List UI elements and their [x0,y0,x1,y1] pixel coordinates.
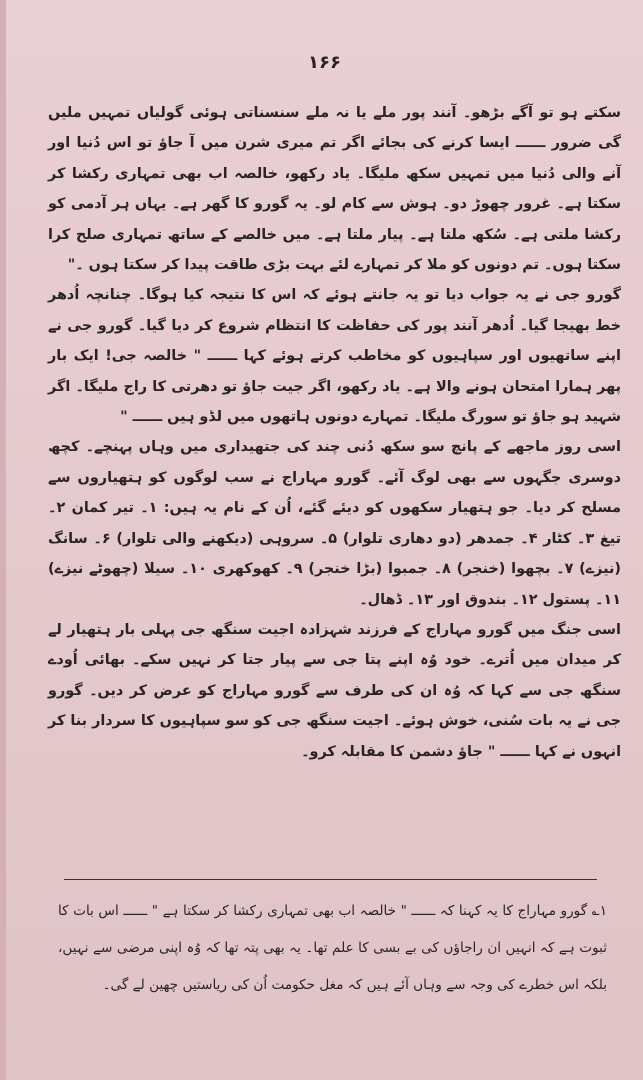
page-number: ۱۶۶ [308,52,341,73]
footnote-divider [64,879,597,880]
paragraph: اسی جنگ میں گورو مہاراج کے فرزند شہزادہ اجیت سنگھ جی پہلی بار ہتھیار لے کر میدان میں اُترے۔ خود وُہ اپنے پتا جی سے پیار جتا کر نہیں سکے۔ بھائی اُودے سنگھ جی سے کہا کہ وُہ ان کی طرف سے گورو مہاراج کو عرض کر دیں۔ گورو جی نے یہ بات سُنی، خوش ہوئے۔ اجیت سنگھ جی کو سو سپاہیوں کا سردار بنا کر انہوں نے کہا ــــــ " جاؤ دشمن کا مقابلہ کرو۔ [48,621,621,760]
main-text [48,98,621,767]
paragraph: سکتے ہو تو آگے بڑھو۔ آنند پور ملے یا نہ ملے سنسناتی ہوئی گولیاں تمہیں ملیں گی ضرور ــــــ ایسا کرنے کی بجائے اگر تم میری شرن میں آ جاؤ تو اس دُنیا اور آنے والی دُنیا میں تمہیں سکھ ملیگا۔ یاد رکھو، خالصہ اب بھی تمہاری رکشا کر سکتا ہے۔ غرور چھوڑ دو۔ ہوش سے کام لو۔ یہ گورو کا گھر ہے۔ یہاں ہر آدمی کو رکشا ملتی ہے۔ سُکھ ملتا ہے۔ پیار ملتا ہے۔ میں خالصے کے ساتھ تمہاری صلح کرا سکتا ہوں۔ تم دونوں کو ملا کر تمہارے لئے بہت بڑی طاقت پیدا کر سکتا ہوں ۔" [48,105,621,274]
paragraph: اسی روز ماجھے کے پانچ سو سکھ دُنی چند کی جتھیداری میں وہاں پہنچے۔ کچھ دوسری جگہوں سے بھی لوگ آئے۔ گورو مہاراج نے سب لوگوں کو ہتھیاروں سے مسلح کر دیا۔ جو ہتھیار سکھوں کو دیئے گئے، اُن کے نام یہ ہیں: ۱۔ تیر کمان ۲۔ تیغ ۳۔ کٹار ۴۔ جمدھر (دو دھاری تلوار) ۵۔ سروہی (دیکھنے والی تلوار) ۶۔ سانگ (نیزے) ۷۔ بچھوا (خنجر) ۸۔ جمبوا (بڑا خنجر) ۹۔ کھوکھری ۱۰۔ سیلا (چھوٹے نیزے) ۱۱۔ پستول ۱۲۔ بندوق اور ۱۳۔ ڈھال۔ [48,439,621,608]
paragraph: گورو جی نے یہ جواب دیا تو یہ جانتے ہوئے کہ اس کا نتیجہ کیا ہوگا۔ چنانچہ اُدھر خط بھیجا گیا۔ اُدھر آنند پور کی حفاظت کا انتظام شروع کر دیا گیا۔ گورو جی نے اپنے ساتھیوں اور سپاہیوں کو مخاطب کرتے ہوئے کہا ــــــ " خالصہ جی! ایک بار پھر ہمارا امتحان ہونے والا ہے۔ یاد رکھو، اگر جیت جاؤ تو دھرتی کا راج ملیگا۔ اگر شہید ہو جاؤ تو سورگ ملیگا۔ تمہارے دونوں ہاتھوں میں لڈو ہیں ــــــ " [48,287,621,426]
footnote: ۱؎ گورو مہاراج کا یہ کہنا کہ ــــــ " خالصہ اب بھی تمہاری رکشا کر سکتا ہے " ــــــ اس بات کا ثبوت ہے کہ انہیں ان راجاؤں کی بے بسی کا علم تھا۔ یہ بھی پتہ تھا کہ وُہ اپنی مرضی سے نہیں، بلکہ اس خطرے کی وجہ سے وہاں آئے ہیں کہ مغل حکومت اُن کی ریاستیں چھین لے گی۔ [58,903,607,993]
